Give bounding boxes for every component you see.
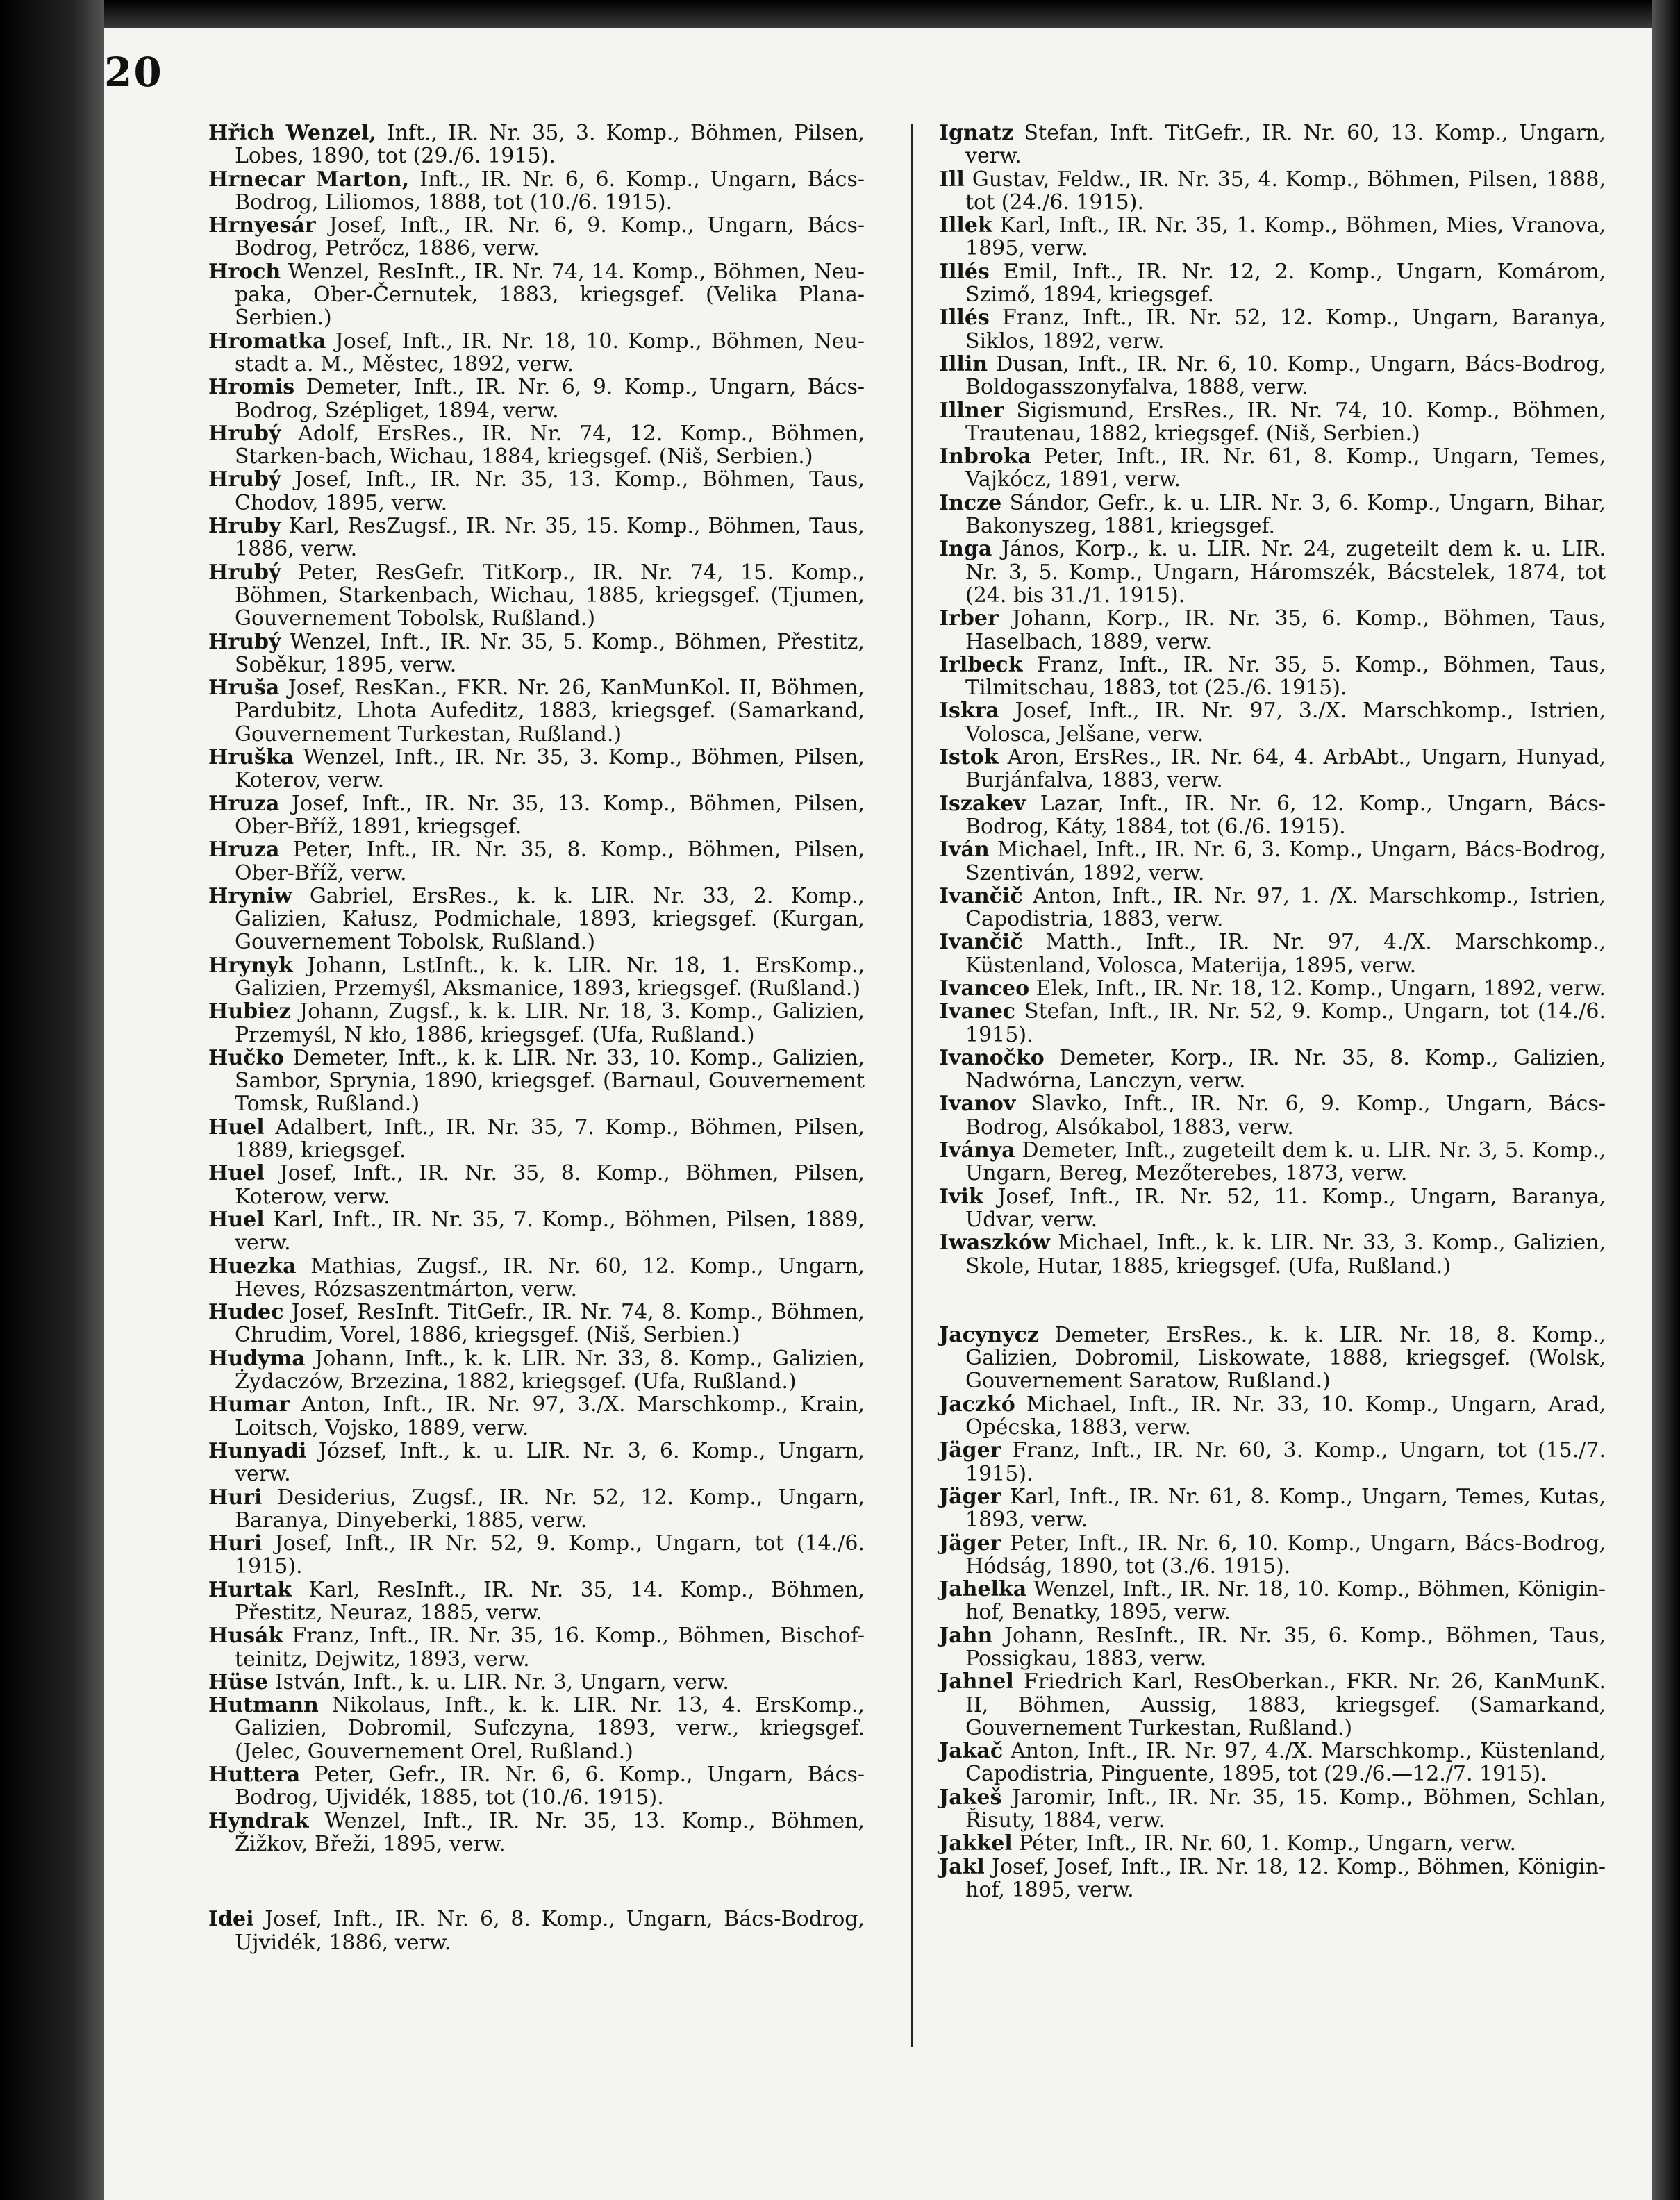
register-entry: [939, 746, 1606, 792]
register-entry: [208, 1255, 865, 1301]
entry-surname: Jahn: [939, 1623, 993, 1648]
register-entry: [208, 631, 865, 677]
register-entry: [939, 1185, 1606, 1232]
entry-surname: Inbroka: [939, 444, 1031, 469]
register-entry: [939, 838, 1606, 885]
register-entry: [208, 122, 865, 168]
register-entry: [939, 445, 1606, 492]
entry-surname: Huri: [208, 1531, 263, 1556]
register-entry: [939, 1670, 1606, 1740]
entry-details: Wenzel, Inft., IR. Nr. 35, 3. Komp., Böhmen, Pilsen, Koterov, verw.: [235, 745, 865, 793]
entry-details: Mathias, Zugsf., IR. Nr. 60, 12. Komp., Ungarn, Heves, Rózsaszentmárton, verw.: [235, 1253, 865, 1301]
entry-details: Josef, Inft., IR. Nr. 35, 8. Komp., Böhmen, Pilsen, Koterow, verw.: [235, 1161, 865, 1209]
register-entry: [939, 1439, 1606, 1485]
register-entry: [208, 260, 865, 330]
register-entry: [208, 1301, 865, 1347]
entry-surname: Ivanec: [939, 999, 1016, 1024]
entry-surname: Idei: [208, 1907, 254, 1932]
register-entry: [208, 1440, 865, 1486]
register-entry: [939, 168, 1606, 215]
entry-details: Wenzel, Inft., IR. Nr. 35, 5. Komp., Böhmen, Přestitz, Soběkur, 1895, verw.: [235, 629, 865, 677]
entry-details: Johann, Korp., IR. Nr. 35, 6. Komp., Böhmen, Taus, Haselbach, 1889, verw.: [965, 606, 1606, 654]
entry-details: Josef, Inft., IR. Nr. 35, 13. Komp., Böhmen, Taus, Chodov, 1895, verw.: [235, 467, 865, 515]
entry-details: Josef, Inft., IR. Nr. 52, 11. Komp., Ungarn, Baranya, Udvar, verw.: [965, 1184, 1606, 1232]
entry-surname: Huri: [208, 1485, 263, 1510]
page-number: 20: [104, 49, 163, 96]
entry-details: Péter, Inft., IR. Nr. 60, 1. Komp., Ungarn, verw.: [1012, 1831, 1517, 1856]
entry-details: Wenzel, Inft., IR. Nr. 18, 10. Komp., Böhmen, Königin-hof, Benatky, 1895, verw.: [965, 1577, 1606, 1625]
register-entry: [208, 676, 865, 746]
register-entry: [208, 1624, 865, 1671]
right-column: [939, 122, 1606, 1901]
entry-surname: Iwaszków: [939, 1231, 1050, 1256]
register-entry: [208, 330, 865, 376]
register-entry: [939, 1000, 1606, 1047]
entry-details: Adolf, ErsRes., IR. Nr. 74, 12. Komp., Böhmen, Starken-bach, Wichau, 1884, kriegsgef. (Niš, Serbien.): [235, 421, 865, 469]
entry-surname: Husák: [208, 1624, 283, 1649]
entry-surname: Hruša: [208, 676, 280, 701]
entry-surname: Hroch: [208, 259, 281, 284]
entry-details: Franz, Inft., IR. Nr. 52, 12. Komp., Ungarn, Baranya, Siklos, 1892, verw.: [965, 306, 1606, 353]
entry-details: Demeter, Inft., zugeteilt dem k. u. LIR. Nr. 3, 5. Komp., Ungarn, Bereg, Mezőterebes, 1873, verw.: [965, 1138, 1606, 1186]
entry-details: Inft., IR. Nr. 6, 6. Komp., Ungarn, Bács-Bodrog, Liliomos, 1888, tot (10./6. 1915).: [235, 167, 865, 215]
register-entry: [939, 1485, 1606, 1532]
entry-surname: Hrubý: [208, 421, 281, 446]
column-divider: [911, 124, 913, 2047]
entry-surname: Iszakev: [939, 791, 1026, 816]
register-entry: [939, 792, 1606, 839]
entry-surname: Ivanočko: [939, 1045, 1045, 1070]
register-entry: [208, 168, 865, 215]
entry-surname: Hučko: [208, 1045, 285, 1070]
register-entry: [939, 1856, 1606, 1902]
register-entry: [208, 1694, 865, 1763]
register-entry: [208, 1810, 865, 1856]
entry-surname: Huel: [208, 1161, 265, 1186]
entry-surname: Jakeš: [939, 1785, 1002, 1810]
register-entry: [208, 468, 865, 515]
entry-surname: Hrnecar Marton,: [208, 167, 410, 192]
entry-surname: Huel: [208, 1115, 265, 1140]
register-entry: [208, 838, 865, 885]
register-entry: [208, 1162, 865, 1208]
register-entry: [208, 1486, 865, 1533]
left-column: [208, 122, 865, 1954]
entry-details: Anton, Inft., IR. Nr. 97, 1. /X. Marschkomp., Istrien, Capodistria, 1883, verw.: [965, 883, 1606, 932]
entry-details: Johann, LstInft., k. k. LIR. Nr. 18, 1. ErsKomp., Galizien, Przemyśl, Aksmanice, 1893, kriegsgef. (Rußland.): [235, 953, 865, 1001]
entry-surname: Illés: [939, 306, 990, 331]
entry-surname: Hyndrak: [208, 1808, 309, 1833]
register-entry: [208, 954, 865, 1001]
entry-surname: Irber: [939, 606, 999, 631]
register-entry: [939, 1578, 1606, 1624]
entry-details: Jaromir, Inft., IR. Nr. 35, 15. Komp., Böhmen, Schlan, Řisuty, 1884, verw.: [965, 1785, 1606, 1833]
entry-details: Franz, Inft., IR. Nr. 35, 5. Komp., Böhmen, Taus, Tilmitschau, 1883, tot (25./6. 1915).: [965, 652, 1606, 701]
entry-surname: Jahelka: [939, 1577, 1027, 1602]
register-entry: [208, 515, 865, 561]
entry-surname: Jaczkó: [939, 1392, 1015, 1417]
entry-details: Wenzel, ResInft., IR. Nr. 74, 14. Komp., Böhmen, Neu-paka, Ober-Černutek, 1883, kriegsgef. (Velika Plana-Serbien.): [235, 259, 865, 331]
entry-surname: Jäger: [939, 1531, 1001, 1556]
entry-details: Josef, Inft., IR Nr. 52, 9. Komp., Ungarn, tot (14./6. 1915).: [235, 1531, 865, 1579]
register-entry: [939, 977, 1606, 1000]
entry-details: Josef, Inft., IR. Nr. 97, 3./X. Marschkomp., Istrien, Volosca, Jelšane, verw.: [965, 699, 1606, 747]
entry-surname: Inga: [939, 537, 992, 562]
register-entry: [208, 376, 865, 422]
register-entry: [939, 1231, 1606, 1278]
entry-surname: Hutmann: [208, 1693, 319, 1718]
entry-details: Matth., Inft., IR. Nr. 97, 4./X. Marschkomp., Küstenland, Volosca, Materija, 1895, verw.: [965, 930, 1606, 978]
entry-details: Dusan, Inft., IR. Nr. 6, 10. Komp., Ungarn, Bács-Bodrog, Boldogasszonyfalva, 1888, verw.: [965, 351, 1606, 400]
entry-surname: Hromatka: [208, 328, 326, 353]
entry-surname: Ivančič: [939, 883, 1023, 908]
register-entry: [939, 538, 1606, 607]
entry-details: Emil, Inft., IR. Nr. 12, 2. Komp., Ungarn, Komárom, Szimő, 1894, kriegsgef.: [965, 259, 1606, 308]
entry-surname: Ivik: [939, 1184, 983, 1209]
entry-surname: Hruza: [208, 838, 280, 862]
entry-details: Demeter, Inft., k. k. LIR. Nr. 33, 10. Komp., Galizien, Sambor, Sprynia, 1890, kriegsgef. (Barnaul, Gouvernement Tomsk, Rußland.): [235, 1045, 865, 1117]
register-entry: [208, 561, 865, 631]
entry-details: Peter, Inft., IR. Nr. 6, 10. Komp., Ungarn, Bács-Bodrog, Hódság, 1890, tot (3./6. 1915).: [965, 1531, 1606, 1578]
entry-surname: Hudyma: [208, 1346, 306, 1371]
entry-details: Franz, Inft., IR. Nr. 35, 16. Komp., Böhmen, Bischof-teinitz, Dejwitz, 1893, verw.: [235, 1624, 865, 1672]
entry-details: Josef, Josef, Inft., IR. Nr. 18, 12. Komp., Böhmen, Königin-hof, 1895, verw.: [965, 1854, 1606, 1902]
entry-surname: Incze: [939, 490, 1002, 515]
entry-details: Karl, Inft., IR. Nr. 61, 8. Komp., Ungarn, Temes, Kutas, 1893, verw.: [965, 1484, 1606, 1533]
register-entry: [208, 885, 865, 954]
entry-surname: Jäger: [939, 1438, 1001, 1463]
entry-details: Anton, Inft., IR. Nr. 97, 3./X. Marschkomp., Krain, Loitsch, Vojsko, 1889, verw.: [235, 1392, 865, 1440]
entry-surname: Irlbeck: [939, 652, 1023, 677]
entry-surname: Huezka: [208, 1253, 297, 1278]
entry-details: János, Korp., k. u. LIR. Nr. 24, zugeteilt dem k. u. LIR. Nr. 3, 5. Komp., Ungarn, Háromszék, Bácstelek, 1874, tot (24. bis 31./1. 1915).: [965, 537, 1606, 608]
entry-surname: Hüse: [208, 1669, 269, 1694]
entry-surname: Illek: [939, 213, 992, 238]
register-entry: [939, 260, 1606, 307]
register-entry: [939, 653, 1606, 700]
entry-details: Peter, ResGefr. TitKorp., IR. Nr. 74, 15. Komp., Böhmen, Starkenbach, Wichau, 1885, kriegsgef. (Tjumen, Gouvernement Tobolsk, Rußland.): [235, 560, 865, 631]
entry-surname: Hruška: [208, 745, 294, 770]
entry-details: Friedrich Karl, ResOberkan., FKR. Nr. 26, KanMunK. II, Böhmen, Aussig, 1883, kriegsgef. (Samarkand, Gouvernement Turkestan, Rußland.): [965, 1669, 1606, 1740]
entry-details: Adalbert, Inft., IR. Nr. 35, 7. Komp., Böhmen, Pilsen, 1889, kriegsgef.: [235, 1115, 865, 1163]
register-entry: [939, 399, 1606, 446]
entry-details: Inft., IR. Nr. 35, 3. Komp., Böhmen, Pilsen, Lobes, 1890, tot (29./6. 1915).: [235, 121, 865, 169]
entry-details: Michael, Inft., IR. Nr. 33, 10. Komp., Ungarn, Arad, Opécska, 1883, verw.: [965, 1392, 1606, 1440]
entry-details: Stefan, Inft. TitGefr., IR. Nr. 60, 13. Komp., Ungarn, verw.: [965, 121, 1606, 169]
entry-details: Johann, Inft., k. k. LIR. Nr. 33, 8. Komp., Galizien, Żydaczów, Brzezina, 1882, kriegsgef. (Ufa, Rußland.): [235, 1346, 865, 1394]
entry-surname: Illés: [939, 259, 990, 284]
register-entry: [939, 1092, 1606, 1139]
entry-surname: Hunyadi: [208, 1438, 307, 1463]
entry-details: Peter, Gefr., IR. Nr. 6, 6. Komp., Ungarn, Bács-Bodrog, Ujvidék, 1885, tot (10./6. 1915).: [235, 1762, 865, 1810]
entry-details: Anton, Inft., IR. Nr. 97, 4./X. Marschkomp., Küstenland, Capodistria, Pinguente, 1895, tot (29./6.—12./7. 1915).: [965, 1739, 1606, 1787]
register-entry: [208, 792, 865, 839]
entry-surname: Ivančič: [939, 930, 1023, 955]
entry-details: Gabriel, ErsRes., k. k. LIR. Nr. 33, 2. Komp., Galizien, Kałusz, Podmichale, 1893, kriegsgef. (Kurgan, Gouvernement Tobolsk, Rußland.): [235, 883, 865, 955]
register-entry: [939, 885, 1606, 931]
entry-details: Karl, ResInft., IR. Nr. 35, 14. Komp., Böhmen, Přestitz, Neuraz, 1885, verw.: [235, 1577, 865, 1625]
register-entry: [208, 1908, 865, 1954]
entry-surname: Huttera: [208, 1762, 301, 1788]
entry-details: Elek, Inft., IR. Nr. 18, 12. Komp., Ungarn, 1892, verw.: [1029, 976, 1606, 1001]
entry-surname: Hrynyk: [208, 953, 293, 978]
entry-details: Stefan, Inft., IR. Nr. 52, 9. Komp., Ungarn, tot (14./6. 1915).: [965, 999, 1606, 1047]
entry-surname: Hruza: [208, 791, 280, 816]
entry-details: Demeter, ErsRes., k. k. LIR. Nr. 18, 8. Komp., Galizien, Dobromil, Liskowate, 1888, kriegsgef. (Wolsk, Gouvernement Saratow, Rußland.): [965, 1322, 1606, 1394]
entry-surname: Ivanov: [939, 1092, 1016, 1117]
register-entry: [208, 1116, 865, 1162]
register-entry: [939, 931, 1606, 977]
entry-details: Demeter, Inft., IR. Nr. 6, 9. Komp., Ungarn, Bács-Bodrog, Szépliget, 1894, verw.: [235, 375, 865, 423]
entry-surname: Jahnel: [939, 1669, 1014, 1694]
entry-surname: Hřich Wenzel,: [208, 121, 376, 145]
entry-details: Sigismund, ErsRes., IR. Nr. 74, 10. Komp., Böhmen, Trautenau, 1882, kriegsgef. (Niš, Serbien.): [965, 398, 1606, 446]
entry-details: Gustav, Feldw., IR. Nr. 35, 4. Komp., Böhmen, Pilsen, 1888, tot (24./6. 1915).: [964, 167, 1606, 215]
entry-surname: Ivanceo: [939, 976, 1030, 1001]
entry-details: Peter, Inft., IR. Nr. 35, 8. Komp., Böhmen, Pilsen, Ober-Bříž, verw.: [235, 838, 865, 885]
register-entry: [939, 1047, 1606, 1093]
entry-details: Johann, Zugsf., k. k. LIR. Nr. 18, 3. Komp., Galizien, Przemyśl, N kło, 1886, kriegsgef. (Ufa, Rußland.): [235, 999, 865, 1047]
register-entry: [208, 1763, 865, 1810]
entry-details: Franz, Inft., IR. Nr. 60, 3. Komp., Ungarn, tot (15./7. 1915).: [965, 1438, 1606, 1486]
register-entry: [939, 214, 1606, 260]
register-entry: [208, 1000, 865, 1047]
register-entry: [939, 1532, 1606, 1578]
entry-details: Aron, ErsRes., IR. Nr. 64, 4. ArbAbt., Ungarn, Hunyad, Burjánfalva, 1883, verw.: [965, 745, 1606, 793]
register-entry: [208, 1347, 865, 1394]
entry-details: Karl, ResZugsf., IR. Nr. 35, 15. Komp., Böhmen, Taus, 1886, verw.: [235, 514, 865, 562]
entry-surname: Ignatz: [939, 121, 1014, 145]
register-entry: [208, 214, 865, 260]
entry-surname: Jakač: [939, 1739, 1004, 1764]
entry-details: Peter, Inft., IR. Nr. 61, 8. Komp., Ungarn, Temes, Vajkócz, 1891, verw.: [965, 444, 1606, 492]
entry-surname: Iványa: [939, 1138, 1015, 1163]
entry-details: Josef, Inft., IR. Nr. 18, 10. Komp., Böhmen, Neu-stadt a. M., Městec, 1892, verw.: [235, 328, 865, 376]
register-entry: [208, 1047, 865, 1116]
register-entry: [208, 1671, 865, 1694]
entry-details: Nikolaus, Inft., k. k. LIR. Nr. 13, 4. ErsKomp., Galizien, Dobromil, Sufczyna, 1893, verw., kriegsgef. (Jelec, Gouvernement Orel, Rußland.): [235, 1693, 865, 1764]
register-entry: [939, 1786, 1606, 1833]
scan-border-left: [0, 0, 104, 2200]
entry-details: Sándor, Gefr., k. u. LIR. Nr. 3, 6. Komp., Ungarn, Bihar, Bakonyszeg, 1881, kriegsgef.: [965, 490, 1606, 539]
entry-surname: Huel: [208, 1207, 265, 1232]
register-entry: [939, 1393, 1606, 1440]
entry-details: Johann, ResInft., IR. Nr. 35, 6. Komp., Böhmen, Taus, Possigkau, 1883, verw.: [965, 1623, 1606, 1671]
entry-surname: Hudec: [208, 1300, 284, 1325]
entry-details: Josef, ResInft. TitGefr., IR. Nr. 74, 8. Komp., Böhmen, Chrudim, Vorel, 1886, kriegsgef. (Niš, Serbien.): [235, 1300, 865, 1348]
entry-details: Wenzel, Inft., IR. Nr. 35, 13. Komp., Böhmen, Žižkov, Břeži, 1895, verw.: [235, 1808, 865, 1856]
entry-surname: Jakl: [939, 1854, 985, 1879]
entry-surname: Iván: [939, 838, 990, 862]
entry-surname: Humar: [208, 1392, 290, 1417]
entry-surname: Hromis: [208, 375, 295, 400]
entry-surname: Hrubý: [208, 467, 281, 492]
entry-details: Karl, Inft., IR. Nr. 35, 1. Komp., Böhmen, Mies, Vranova, 1895, verw.: [965, 213, 1606, 261]
entry-details: Desiderius, Zugsf., IR. Nr. 52, 12. Komp., Ungarn, Baranya, Dinyeberki, 1885, verw.: [235, 1485, 865, 1533]
scan-border-right: [1652, 0, 1680, 2200]
entry-details: Michael, Inft., k. k. LIR. Nr. 33, 3. Komp., Galizien, Skole, Hutar, 1885, kriegsgef. (Ufa, Rußland.): [965, 1231, 1606, 1278]
entry-surname: Ill: [939, 167, 965, 192]
section-gap: [208, 1856, 865, 1908]
entry-details: Josef, Inft., IR. Nr. 35, 13. Komp., Böhmen, Pilsen, Ober-Bříž, 1891, kriegsgef.: [235, 791, 865, 839]
entry-surname: Hruby: [208, 514, 281, 539]
entry-surname: Hryniw: [208, 883, 292, 908]
entry-surname: Istok: [939, 745, 999, 770]
register-entry: [939, 306, 1606, 353]
entry-surname: Jacynycz: [939, 1322, 1039, 1347]
register-entry: [208, 1393, 865, 1440]
entry-surname: Jäger: [939, 1484, 1001, 1509]
scan-border-top: [0, 0, 1680, 28]
register-entry: [939, 1624, 1606, 1671]
register-entry: [939, 1139, 1606, 1185]
register-entry: [939, 1324, 1606, 1393]
entry-details: Karl, Inft., IR. Nr. 35, 7. Komp., Böhmen, Pilsen, 1889, verw.: [235, 1207, 865, 1256]
entry-surname: Hrnyesár: [208, 213, 316, 238]
entry-details: Josef, Inft., IR. Nr. 6, 9. Komp., Ungarn, Bács-Bodrog, Petrőcz, 1886, verw.: [235, 213, 865, 261]
register-entry: [208, 422, 865, 469]
register-entry: [208, 746, 865, 792]
entry-details: József, Inft., k. u. LIR. Nr. 3, 6. Komp., Ungarn, verw.: [235, 1438, 865, 1487]
register-entry: [939, 1832, 1606, 1855]
entry-surname: Hubiez: [208, 999, 291, 1024]
register-entry: [939, 492, 1606, 538]
entry-surname: Iskra: [939, 699, 999, 724]
entry-details: Michael, Inft., IR. Nr. 6, 3. Komp., Ungarn, Bács-Bodrog, Szentiván, 1892, verw.: [965, 838, 1606, 885]
register-entry: [208, 1208, 865, 1255]
register-entry: [208, 1578, 865, 1625]
register-entry: [939, 122, 1606, 168]
entry-surname: Hrubý: [208, 629, 281, 654]
register-entry: [939, 1740, 1606, 1786]
entry-surname: Hrubý: [208, 560, 281, 585]
register-entry: [939, 699, 1606, 746]
entry-details: Josef, ResKan., FKR. Nr. 26, KanMunKol. II, Böhmen, Pardubitz, Lhota Aufeditz, 1883, kriegsgef. (Samarkand, Gouvernement Turkestan, Rußland.): [235, 676, 865, 747]
entry-details: Slavko, Inft., IR. Nr. 6, 9. Komp., Ungarn, Bács-Bodrog, Alsókabol, 1883, verw.: [965, 1092, 1606, 1140]
entry-surname: Illin: [939, 351, 988, 376]
register-entry: [939, 353, 1606, 399]
entry-details: Lazar, Inft., IR. Nr. 6, 12. Komp., Ungarn, Bács-Bodrog, Káty, 1884, tot (6./6. 1915).: [965, 791, 1606, 839]
entry-details: Demeter, Korp., IR. Nr. 35, 8. Komp., Galizien, Nadwórna, Lanczyn, verw.: [965, 1045, 1606, 1094]
entry-surname: Jakkel: [939, 1831, 1013, 1856]
entry-surname: Hurtak: [208, 1577, 292, 1602]
section-gap: [939, 1278, 1606, 1324]
entry-details: István, Inft., k. u. LIR. Nr. 3, Ungarn, verw.: [268, 1669, 729, 1694]
register-entry: [939, 607, 1606, 653]
entry-details: Josef, Inft., IR. Nr. 6, 8. Komp., Ungarn, Bács-Bodrog, Ujvidék, 1886, verw.: [235, 1907, 865, 1955]
entry-surname: Illner: [939, 398, 1004, 423]
register-entry: [208, 1532, 865, 1578]
